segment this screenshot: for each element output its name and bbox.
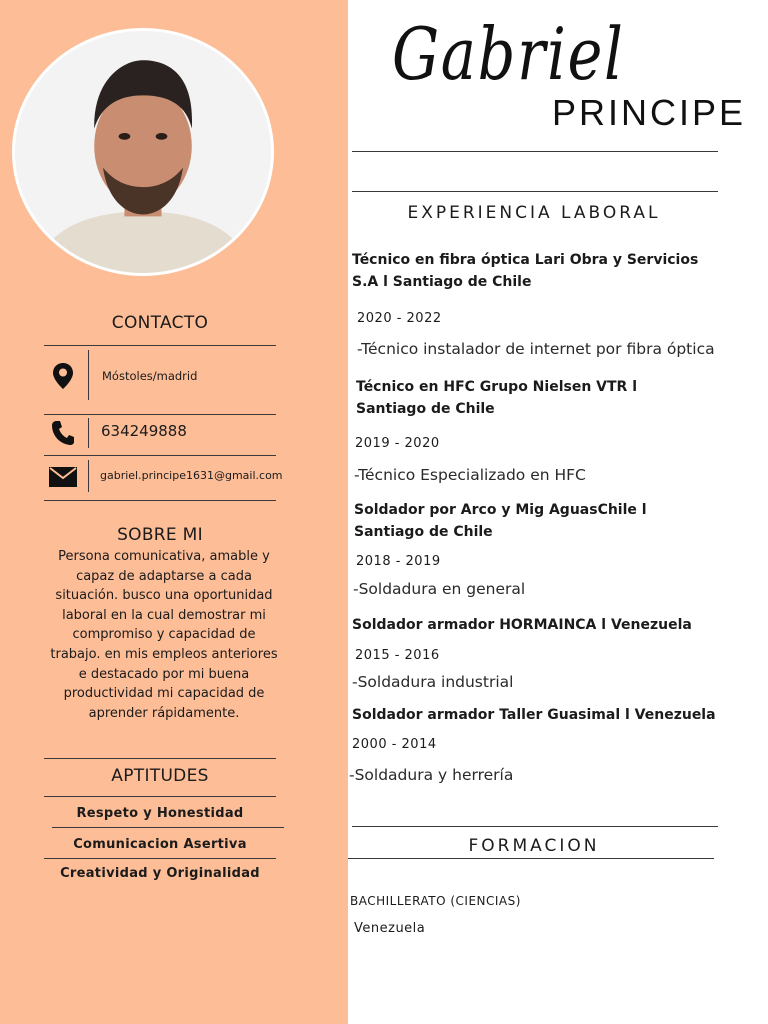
phone-icon [50,419,76,447]
education-title: FORMACION [468,836,600,856]
divider [44,758,276,759]
job-title: Soldador armador HORMAINCA l Venezuela [352,617,692,633]
job-description: -Soldadura industrial [352,673,514,691]
job-description: -Técnico instalador de internet por fibra óptica [357,340,715,358]
location-pin-icon [50,362,76,390]
skills-title: APTITUDES [111,766,209,786]
divider [352,826,718,827]
divider [44,345,276,346]
divider [348,858,714,859]
job-dates: 2015 - 2016 [355,648,440,663]
contact-title: CONTACTO [111,313,209,333]
divider [88,460,89,492]
divider [44,455,276,456]
divider [44,500,276,501]
divider [352,191,718,192]
job-title: Técnico en fibra óptica Lari Obra y Servicios S.A l Santiago de Chile [352,252,699,290]
contact-email[interactable]: gabriel.principe1631@gmail.com [100,469,283,482]
skill-item: Creatividad y Originalidad [60,866,260,881]
education-degree: BACHILLERATO (CIENCIAS) [350,894,521,908]
last-name: PRINCIPE [552,92,747,133]
first-name: Gabriel [392,12,625,96]
divider [44,414,276,415]
mail-icon [48,464,78,490]
contact-phone: 634249888 [101,422,187,440]
job-description: -Soldadura y herrería [349,766,514,784]
divider [44,796,276,797]
job-title: Soldador por Arco y Mig AguasChile l Santiago de Chile [354,502,647,540]
about-title: SOBRE MI [117,525,203,545]
job-description: -Soldadura en general [353,580,526,598]
skill-item: Respeto y Honestidad [76,806,244,821]
skill-item: Comunicacion Asertiva [73,837,247,852]
job-title: Soldador armador Taller Guasimal l Venezuela [352,707,716,723]
job-dates: 2018 - 2019 [356,554,441,569]
contact-location: Móstoles/madrid [102,369,198,383]
job-description: -Técnico Especializado en HFC [354,466,586,484]
education-place: Venezuela [354,921,426,936]
about-text: Persona comunicativa, amable y capaz de adaptarse a cada situación. busco una oportunidad laboral en la cual demostrar mi compromiso y capacidad de trabajo. en mis empleos anteriores e destacado por mi buena productividad mi capacidad de aprender rápidamente. [50,549,278,721]
job-dates: 2020 - 2022 [357,311,442,326]
divider [352,151,718,152]
profile-photo [12,28,274,276]
divider [52,827,284,828]
divider [88,350,89,400]
job-dates: 2019 - 2020 [355,436,440,451]
person-portrait-icon [15,31,271,273]
divider [88,418,89,448]
job-title: Técnico en HFC Grupo Nielsen VTR l Santiago de Chile [356,379,637,417]
job-dates: 2000 - 2014 [352,737,437,752]
experience-title: EXPERIENCIA LABORAL [407,203,661,223]
divider [44,858,276,859]
